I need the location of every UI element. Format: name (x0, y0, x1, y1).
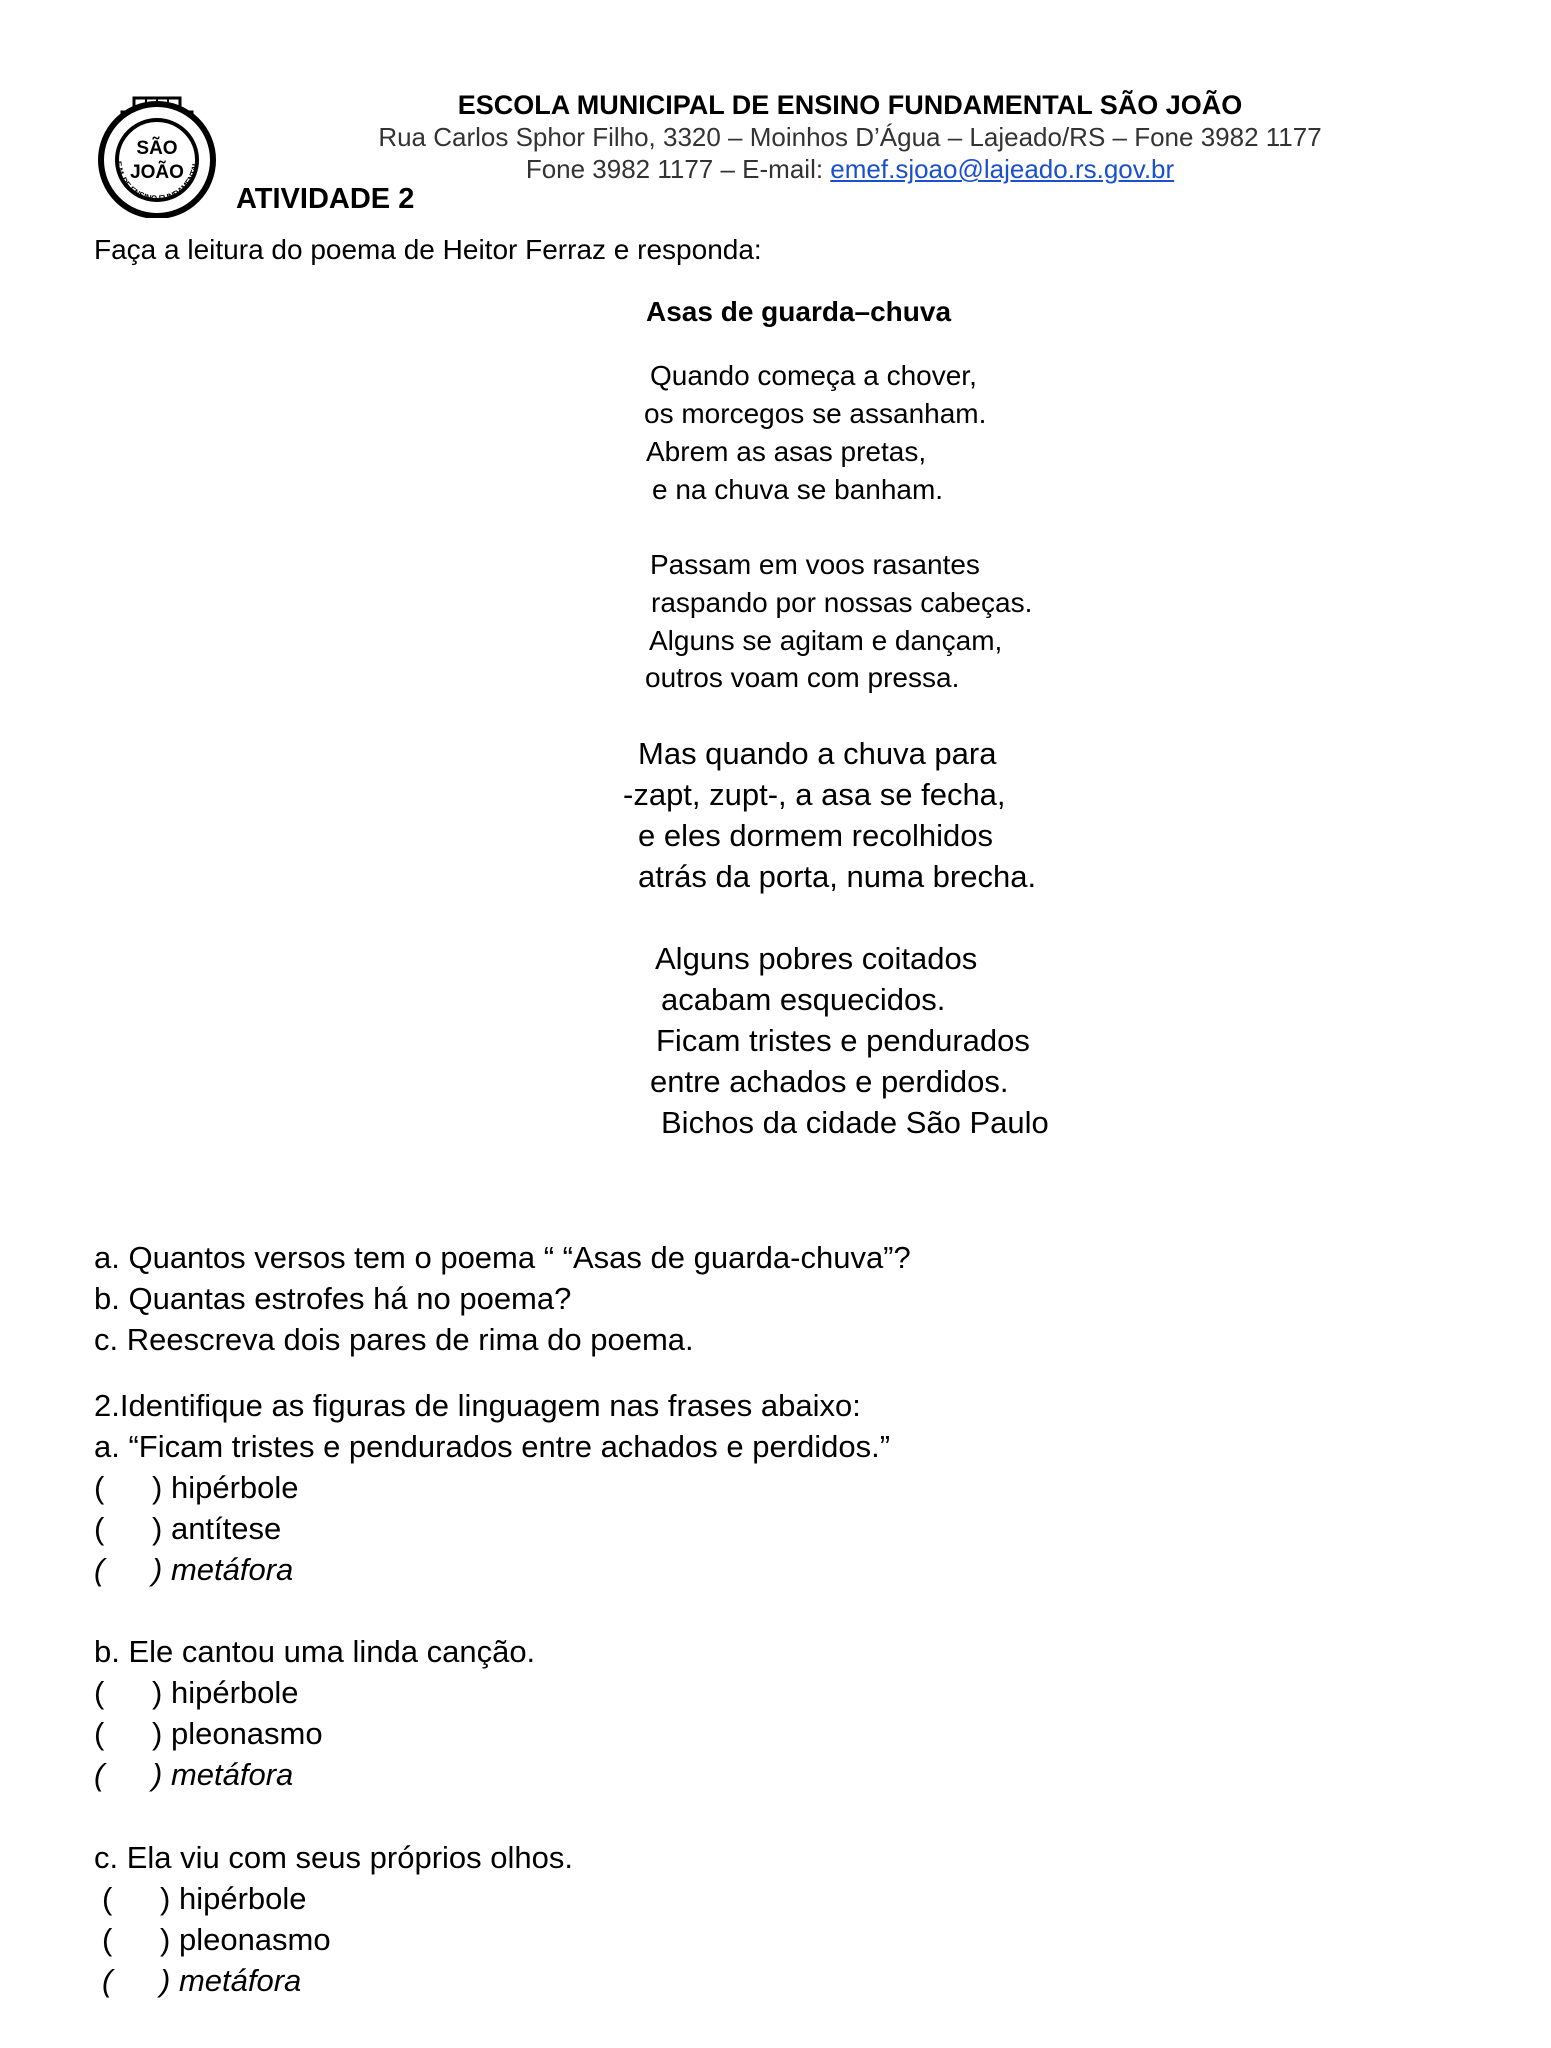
option-checkbox[interactable] (102, 1963, 301, 1999)
instruction-text: Faça a leitura do poema de Heitor Ferraz e responda: (94, 234, 762, 265)
poem-line: atrás da porta, numa brecha. (638, 859, 1037, 894)
open-paren: ( (94, 1470, 105, 1505)
poem-line: Quando começa a chover, (650, 360, 977, 391)
item-a-prompt: a. “Ficam tristes e pendurados entre achados e perdidos.” (94, 1429, 891, 1464)
poem-line: acabam esquecidos. (661, 982, 946, 1017)
option-label: antítese (170, 1511, 282, 1546)
item-b-prompt: b. Ele cantou uma linda canção. (94, 1634, 536, 1669)
option-label: pleonasmo (170, 1716, 323, 1751)
open-paren: ( (102, 1881, 113, 1916)
open-paren: ( (94, 1757, 105, 1792)
open-paren: ( (102, 1922, 113, 1957)
option-label: hipérbole (170, 1470, 299, 1505)
option-checkbox[interactable] (94, 1552, 293, 1588)
question-c: c. Reescreva dois pares de rima do poema. (94, 1322, 694, 1357)
open-paren: ( (94, 1511, 105, 1546)
poem-line: Passam em voos rasantes (650, 549, 980, 580)
question-b: b. Quantas estrofes há no poema? (94, 1281, 572, 1316)
option-label: metáfora (170, 1552, 294, 1587)
close-paren: ) (152, 1716, 163, 1751)
logo-ring-text: E.M. DE ENSINO FUNDAMENTAL (113, 160, 201, 204)
logo-top-word: SÃO (136, 138, 178, 159)
option-checkbox[interactable] (102, 1881, 307, 1917)
section2-heading: 2.Identifique as figuras de linguagem nas frases abaixo: (94, 1388, 861, 1423)
poem-line: Mas quando a chuva para (638, 736, 997, 771)
poem-line: -zapt, zupt-, a asa se fecha, (623, 777, 1006, 812)
school-address: Rua Carlos Sphor Filho, 3320 – Moinhos D’Água – Lajeado/RS – Fone 3982 1177 (378, 122, 1322, 152)
option-checkbox[interactable] (94, 1716, 323, 1752)
contact-prefix: Fone 3982 1177 – E-mail: (525, 154, 831, 184)
poem-line: Alguns se agitam e dançam, (649, 625, 1003, 656)
close-paren: ) (160, 1963, 171, 1998)
poem-line: Ficam tristes e pendurados (656, 1023, 1030, 1058)
option-label: hipérbole (178, 1881, 307, 1916)
open-paren: ( (102, 1963, 113, 1998)
close-paren: ) (152, 1757, 163, 1792)
poem-title: Asas de guarda–chuva (646, 296, 952, 327)
close-paren: ) (152, 1511, 163, 1546)
close-paren: ) (152, 1552, 163, 1587)
open-paren: ( (94, 1675, 105, 1710)
poem-line: e na chuva se banham. (652, 474, 944, 505)
question-a: a. Quantos versos tem o poema “ “Asas de guarda-chuva”? (94, 1240, 911, 1275)
option-label: hipérbole (170, 1675, 299, 1710)
poem-line: Alguns pobres coitados (655, 941, 978, 976)
poem-line: e eles dormem recolhidos (638, 818, 993, 853)
school-contact (0, 154, 1551, 185)
option-label: metáfora (178, 1963, 302, 1998)
poem-line: entre achados e perdidos. (650, 1064, 1009, 1099)
option-checkbox[interactable] (94, 1675, 299, 1711)
close-paren: ) (152, 1675, 163, 1710)
email-link[interactable]: emef.sjoao@lajeado.rs.gov.br (830, 154, 1175, 184)
school-name: ESCOLA MUNICIPAL DE ENSINO FUNDAMENTAL SÃO JOÃO (457, 90, 1243, 120)
option-checkbox[interactable] (94, 1757, 293, 1793)
option-checkbox[interactable] (102, 1922, 331, 1958)
option-label: metáfora (170, 1757, 294, 1792)
poem-source: Bichos da cidade São Paulo (661, 1105, 1049, 1140)
close-paren: ) (160, 1881, 171, 1916)
close-paren: ) (160, 1922, 171, 1957)
option-checkbox[interactable] (94, 1470, 299, 1506)
poem-line: outros voam com pressa. (645, 662, 960, 693)
option-checkbox[interactable] (94, 1511, 281, 1547)
logo-bottom-word: JOÃO (130, 162, 184, 183)
item-c-prompt: c. Ela viu com seus próprios olhos. (94, 1840, 573, 1875)
open-paren: ( (94, 1716, 105, 1751)
poem-line: os morcegos se assanham. (644, 398, 987, 429)
activity-title: ATIVIDADE 2 (236, 183, 415, 215)
option-label: pleonasmo (178, 1922, 331, 1957)
poem-line: Abrem as asas pretas, (646, 436, 927, 467)
close-paren: ) (152, 1470, 163, 1505)
open-paren: ( (94, 1552, 105, 1587)
poem-line: raspando por nossas cabeças. (651, 587, 1033, 618)
